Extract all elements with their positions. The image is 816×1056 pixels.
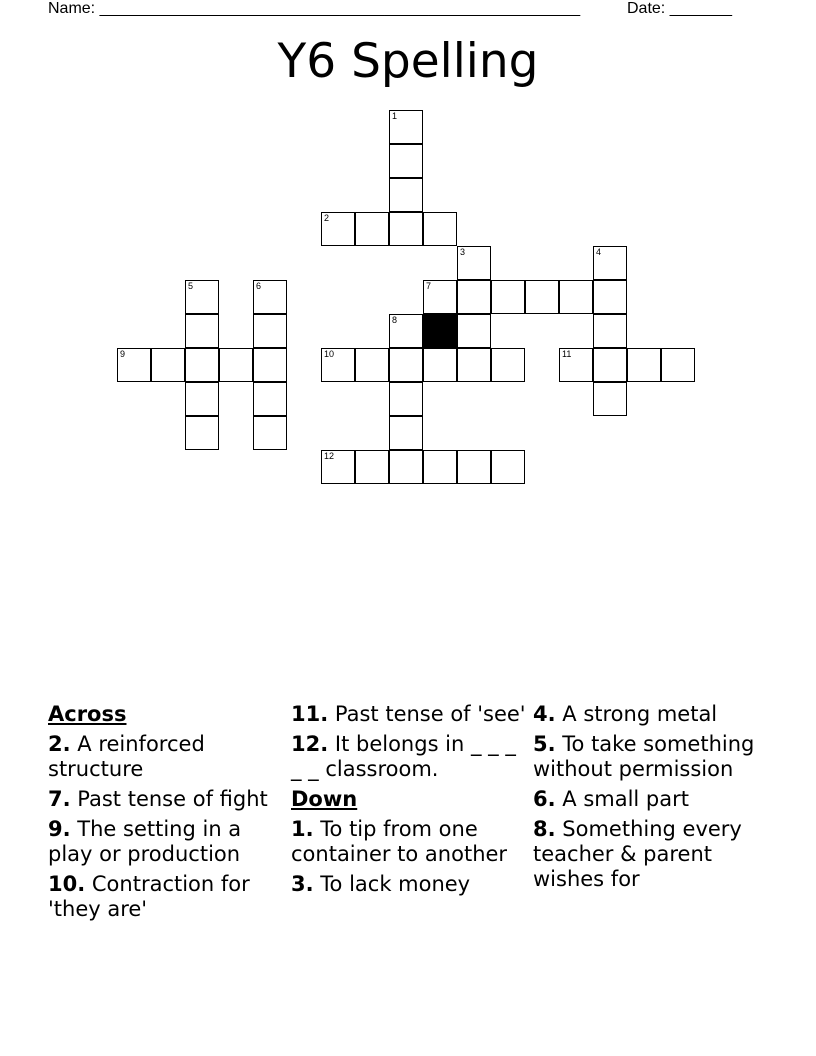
name-field-label: Name: ______________________________________________________ <box>48 0 581 17</box>
crossword-cell[interactable] <box>627 348 661 382</box>
clue-text: To take something without permission <box>533 732 755 781</box>
crossword-cell[interactable] <box>423 450 457 484</box>
cell-number: 5 <box>188 281 194 291</box>
clue-number: 3. <box>291 872 314 896</box>
across-clue <box>291 702 531 727</box>
crossword-cell[interactable] <box>117 348 151 382</box>
clue-text: Past tense of fight <box>77 787 268 811</box>
clue-number: 4. <box>533 702 556 726</box>
crossword-cell[interactable] <box>321 212 355 246</box>
clue-number: 11. <box>291 702 329 726</box>
clue-number: 8. <box>533 817 556 841</box>
crossword-cell[interactable] <box>253 314 287 348</box>
cell-number: 6 <box>256 281 262 291</box>
crossword-cell[interactable] <box>593 348 627 382</box>
cell-number: 12 <box>324 451 335 461</box>
clue-number: 10. <box>48 872 86 896</box>
clue-text: It belongs in _ _ _ _ _ classroom. <box>291 732 516 781</box>
across-heading: Across <box>48 702 127 726</box>
crossword-cell[interactable] <box>457 280 491 314</box>
cell-number: 11 <box>562 349 572 359</box>
down-clue <box>291 872 531 897</box>
cell-number: 8 <box>392 315 398 325</box>
crossword-cell[interactable] <box>457 348 491 382</box>
crossword-cell[interactable] <box>389 314 423 348</box>
clue-number: 1. <box>291 817 314 841</box>
crossword-cell[interactable] <box>185 348 219 382</box>
cell-number: 7 <box>426 281 432 291</box>
clues-column-2 <box>291 702 531 902</box>
clue-number: 7. <box>48 787 71 811</box>
crossword-cell[interactable] <box>253 416 287 450</box>
crossword-cell[interactable] <box>423 212 457 246</box>
down-heading: Down <box>291 787 358 811</box>
crossword-cell[interactable] <box>457 450 491 484</box>
crossword-cell[interactable] <box>253 382 287 416</box>
crossword-cell[interactable] <box>321 450 355 484</box>
clue-number: 12. <box>291 732 329 756</box>
crossword-cell[interactable] <box>423 280 457 314</box>
crossword-cell[interactable] <box>151 348 185 382</box>
crossword-cell[interactable] <box>321 348 355 382</box>
down-clue <box>533 787 773 812</box>
crossword-cell[interactable] <box>559 280 593 314</box>
clue-number: 6. <box>533 787 556 811</box>
crossword-cell[interactable] <box>253 280 287 314</box>
crossword-cell[interactable] <box>389 416 423 450</box>
crossword-cell[interactable] <box>423 348 457 382</box>
crossword-cell[interactable] <box>389 382 423 416</box>
across-clue <box>48 817 288 867</box>
crossword-cell[interactable] <box>185 416 219 450</box>
clue-text: A reinforced structure <box>48 732 205 781</box>
clue-text: Something every teacher & parent wishes for <box>533 817 742 891</box>
crossword-cell[interactable] <box>457 246 491 280</box>
clue-text: To tip from one container to another <box>291 817 508 866</box>
crossword-cell[interactable] <box>253 348 287 382</box>
clue-text: Past tense of 'see' <box>334 702 526 726</box>
page-title: Y6 Spelling <box>277 34 539 89</box>
cell-number: 9 <box>120 349 126 359</box>
crossword-cell[interactable] <box>389 348 423 382</box>
down-clue <box>291 817 531 867</box>
down-clue <box>533 702 773 727</box>
crossword-cell[interactable] <box>491 280 525 314</box>
cell-number: 4 <box>596 247 602 257</box>
cell-number: 1 <box>392 111 398 121</box>
clues-column-1 <box>48 702 288 927</box>
clues-column-3 <box>533 702 773 897</box>
crossword-cell[interactable] <box>389 178 423 212</box>
crossword-cell[interactable] <box>389 212 423 246</box>
across-clue <box>48 732 288 782</box>
crossword-cell[interactable] <box>661 348 695 382</box>
clue-text: The setting in a play or production <box>48 817 242 866</box>
across-clue <box>48 872 288 922</box>
crossword-cell[interactable] <box>389 450 423 484</box>
crossword-cell[interactable] <box>593 382 627 416</box>
cell-number: 10 <box>324 349 335 359</box>
crossword-cell[interactable] <box>593 280 627 314</box>
date-field-label: Date: _______ <box>627 0 732 17</box>
across-clue <box>291 732 531 782</box>
crossword-cell[interactable] <box>219 348 253 382</box>
down-clue <box>533 817 773 892</box>
crossword-cell[interactable] <box>185 280 219 314</box>
crossword-cell[interactable] <box>355 212 389 246</box>
clue-number: 9. <box>48 817 71 841</box>
across-clue <box>48 787 288 812</box>
crossword-cell[interactable] <box>559 348 593 382</box>
blocked-cell <box>423 314 457 348</box>
clue-text: To lack money <box>320 872 471 896</box>
crossword-grid <box>0 0 816 500</box>
crossword-cell[interactable] <box>355 348 389 382</box>
crossword-cell[interactable] <box>457 314 491 348</box>
down-clue <box>533 732 773 782</box>
crossword-cell[interactable] <box>525 280 559 314</box>
crossword-cell[interactable] <box>491 348 525 382</box>
crossword-cell[interactable] <box>185 382 219 416</box>
clue-number: 5. <box>533 732 556 756</box>
crossword-cell[interactable] <box>355 450 389 484</box>
clue-text: A small part <box>562 787 689 811</box>
crossword-cell[interactable] <box>185 314 219 348</box>
crossword-cell[interactable] <box>593 314 627 348</box>
crossword-cell[interactable] <box>593 246 627 280</box>
clue-text: A strong metal <box>562 702 718 726</box>
cell-number: 3 <box>460 247 466 257</box>
crossword-cell[interactable] <box>389 110 423 144</box>
clue-number: 2. <box>48 732 71 756</box>
clue-text: Contraction for 'they are' <box>48 872 250 921</box>
crossword-cell[interactable] <box>491 450 525 484</box>
crossword-cell[interactable] <box>389 144 423 178</box>
cell-number: 2 <box>324 213 330 223</box>
